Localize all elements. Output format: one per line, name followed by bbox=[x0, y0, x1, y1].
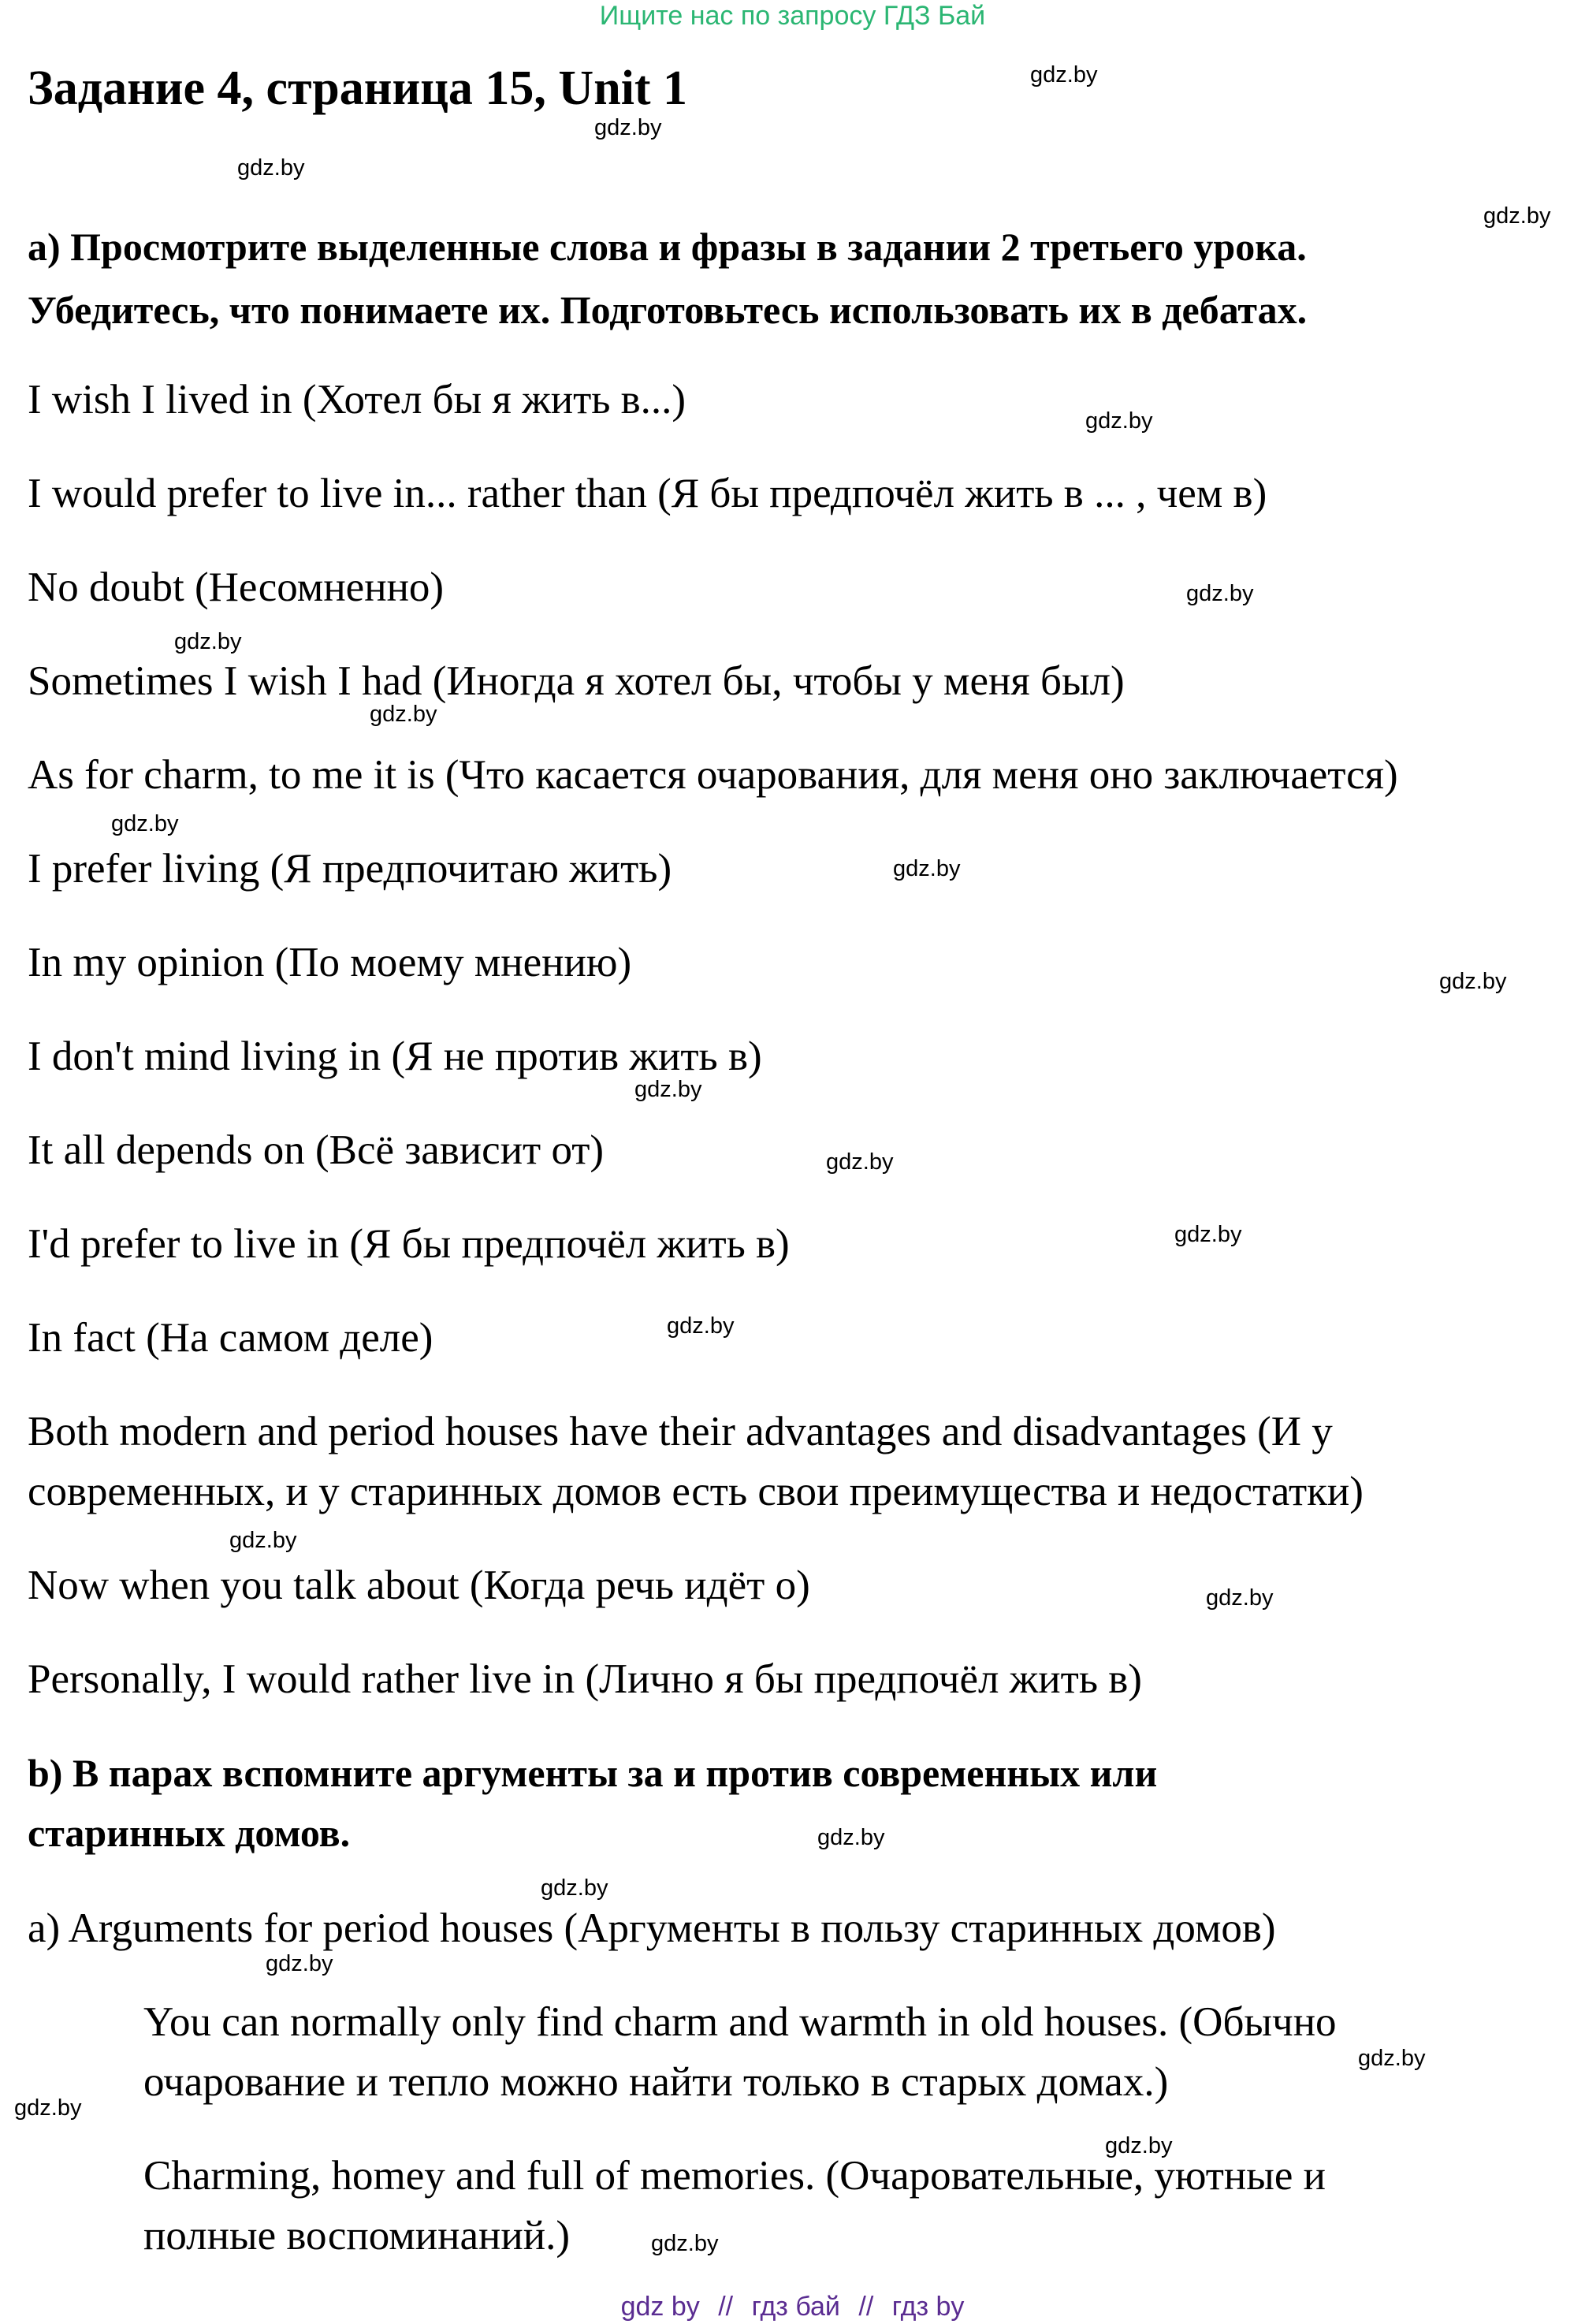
phrase-line: Both modern and period houses have their advantages and disadvantages (И у bbox=[28, 1409, 1333, 1454]
watermark: gdz.by bbox=[1206, 1585, 1274, 1611]
watermark: gdz.by bbox=[1105, 2133, 1173, 2158]
watermark: gdz.by bbox=[541, 1875, 608, 1901]
page-title: Задание 4, страница 15, Unit 1 bbox=[28, 61, 688, 115]
phrase-line: Sometimes I wish I had (Иногда я хотел бы, чтобы у меня был) bbox=[28, 658, 1125, 704]
task-b-heading-line-1: b) В парах вспомните аргументы за и против современных или bbox=[28, 1751, 1158, 1795]
footer-separator: // bbox=[718, 2292, 734, 2322]
phrase-line: I don't mind living in (Я не против жить в) bbox=[28, 1034, 762, 1079]
phrase-line: Now when you talk about (Когда речь идёт о) bbox=[28, 1562, 810, 1608]
watermark: gdz.by bbox=[1030, 62, 1098, 88]
phrase-line: Personally, I would rather live in (Лично я бы предпочёл жить в) bbox=[28, 1656, 1142, 1702]
phrase-line: In fact (На самом деле) bbox=[28, 1315, 433, 1361]
watermark: gdz.by bbox=[1483, 203, 1551, 229]
watermark: gdz.by bbox=[1085, 408, 1153, 434]
argument-line: очарование и тепло можно найти только в старых домах.) bbox=[143, 2059, 1169, 2105]
footer-link-gdz-by-cyrillic[interactable]: гдз by bbox=[891, 2292, 965, 2322]
phrase-line: I would prefer to live in... rather than (Я бы предпочёл жить в ... , чем в) bbox=[28, 471, 1267, 516]
phrase-line: No doubt (Несомненно) bbox=[28, 564, 445, 610]
watermark: gdz.by bbox=[634, 1077, 702, 1102]
watermark: gdz.by bbox=[817, 1825, 885, 1850]
watermark: gdz.by bbox=[174, 629, 242, 654]
phrase-line: I'd prefer to live in (Я бы предпочёл жить в) bbox=[28, 1221, 790, 1267]
watermark: gdz.by bbox=[826, 1149, 894, 1175]
argument-line: полные воспоминаний.) bbox=[143, 2213, 570, 2259]
watermark: gdz.by bbox=[14, 2095, 82, 2121]
watermark: gdz.by bbox=[237, 155, 305, 181]
task-b-heading-line-2: старинных домов. bbox=[28, 1811, 351, 1855]
footer-link-gdz-bai[interactable]: гдз бай bbox=[751, 2292, 840, 2322]
watermark: gdz.by bbox=[1358, 2046, 1426, 2071]
watermark: gdz.by bbox=[667, 1313, 735, 1339]
footer-link-gdz-by[interactable]: gdz by bbox=[620, 2292, 700, 2322]
footer-separator: // bbox=[858, 2292, 874, 2322]
phrase-line: I wish I lived in (Хотел бы я жить в...) bbox=[28, 377, 686, 423]
watermark: gdz.by bbox=[651, 2231, 719, 2256]
phrase-line: As for charm, to me it is (Что касается очарования, для меня оно заключается) bbox=[28, 752, 1398, 798]
watermark: gdz.by bbox=[111, 811, 179, 836]
task-a-heading-line-2: Убедитесь, что понимаете их. Подготовьтесь использовать их в дебатах. bbox=[28, 288, 1308, 332]
arguments-subheading: a) Arguments for period houses (Аргументы в пользу старинных домов) bbox=[28, 1905, 1276, 1951]
watermark: gdz.by bbox=[594, 115, 662, 140]
watermark: gdz.by bbox=[1186, 581, 1254, 606]
watermark: gdz.by bbox=[893, 856, 961, 881]
watermark: gdz.by bbox=[266, 1951, 333, 1976]
argument-line: You can normally only find charm and warmth in old houses. (Обычно bbox=[143, 1999, 1337, 2045]
phrase-line: It all depends on (Всё зависит от) bbox=[28, 1127, 605, 1173]
phrase-line: современных, и у старинных домов есть свои преимущества и недостатки) bbox=[28, 1469, 1364, 1514]
phrase-line: I prefer living (Я предпочитаю жить) bbox=[28, 846, 672, 892]
top-banner[interactable]: Ищите нас по запросу ГДЗ Бай bbox=[599, 1, 986, 31]
watermark: gdz.by bbox=[1174, 1222, 1242, 1247]
footer-links bbox=[0, 2291, 1585, 2322]
argument-line: Charming, homey and full of memories. (Очаровательные, уютные и bbox=[143, 2153, 1326, 2199]
watermark: gdz.by bbox=[1439, 969, 1507, 994]
task-a-heading-line-1: a) Просмотрите выделенные слова и фразы в задании 2 третьего урока. bbox=[28, 225, 1307, 269]
watermark: gdz.by bbox=[229, 1528, 297, 1553]
phrase-line: In my opinion (По моему мнению) bbox=[28, 940, 632, 985]
watermark: gdz.by bbox=[370, 702, 437, 727]
